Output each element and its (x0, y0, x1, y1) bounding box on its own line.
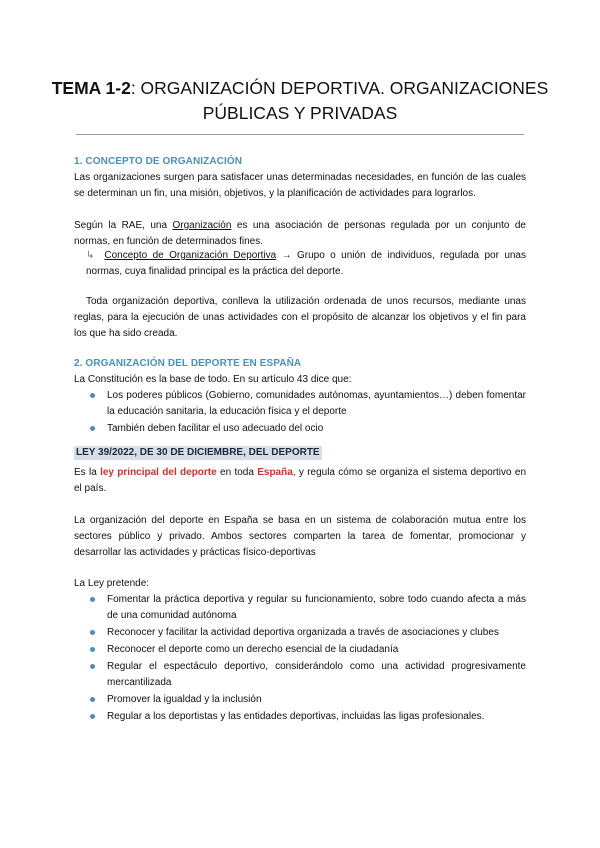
bullet-icon (90, 597, 95, 602)
constitution-line: La Constitución es la base de todo. En su artículo 43 dice que: (74, 374, 352, 385)
sport-org-definition (86, 248, 526, 280)
law-desc-part: en toda (216, 467, 258, 478)
list-item (90, 388, 526, 420)
constitution-list (90, 388, 526, 438)
list-item (90, 709, 526, 725)
section1-heading: 1. CONCEPTO DE ORGANIZACIÓN (74, 156, 243, 167)
law-desc-part: , y regula cómo se organiza el sistema deportivo en el país. (74, 467, 527, 494)
bullet-icon (90, 664, 95, 669)
law-desc-highlight: ley principal del deporte (100, 467, 217, 478)
list-item (90, 642, 526, 658)
sub-arrow-icon: ↳ (86, 250, 95, 261)
law-description (74, 465, 526, 497)
rae-definition (74, 218, 526, 250)
list-item-text: Fomentar la práctica deportiva y regular su funcionamiento, sobre todo cuando afecta a más de una comunidad autónoma (107, 594, 526, 621)
law-title: LEY 39/2022, DE 30 DE DICIEMBRE, DEL DEPORTE (76, 447, 320, 458)
bullet-icon (90, 630, 95, 635)
list-item-text: Regular el espectáculo deportivo, considerándolo como una actividad progresivamente mercantilizada (107, 661, 526, 688)
bullet-icon (90, 697, 95, 702)
list-item (90, 692, 526, 708)
list-item (90, 421, 526, 437)
bullet-icon (90, 714, 95, 719)
law-collaboration: La organización del deporte en España se basa en un sistema de colaboración mutua entre los sectores público y privado. Ambos sectores comparten la tarea de fomentar, promocionar y desarrollar las actividades y prácticas físico-deportivas (74, 515, 526, 558)
rae-term: Organización (172, 220, 232, 231)
rae-after: es una asociación de personas regulada por un conjunto de normas, en función de determinados fines. (74, 220, 526, 247)
list-item-text: Reconocer el deporte como un derecho esencial de la ciudadanía (107, 644, 399, 655)
title-bold: TEMA 1-2 (51, 78, 131, 98)
list-item-text: Promover la igualdad y la inclusión (107, 694, 262, 705)
list-item-text: Los poderes públicos (Gobierno, comunidades autónomas, ayuntamientos…) deben fomentar la educación sanitaria, la educación física y el deporte (107, 390, 526, 417)
bullet-icon (90, 426, 95, 431)
sport-org-after: → Grupo o unión de individuos, regulada por unas normas, cuya finalidad principal es la práctica del deporte. (86, 250, 526, 277)
section1-intro: Las organizaciones surgen para satisfacer unas determinadas necesidades, en función de las cuales se determinan un fin, una misión, objetivos, y la planificación de actividades para lograrlos. (74, 172, 526, 199)
law-desc-highlight: España (257, 467, 293, 478)
rae-before: Según la RAE, una (74, 220, 173, 231)
title-divider (76, 134, 524, 135)
list-item-text: Regular a los deportistas y las entidades deportivas, incluidas las ligas profesionales. (107, 711, 485, 722)
list-item (90, 592, 526, 624)
law-desc-part: Es la (74, 467, 101, 478)
list-item (90, 659, 526, 691)
bullet-icon (90, 647, 95, 652)
title-line2: PÚBLICAS Y PRIVADAS (202, 103, 398, 123)
law-aims-list (90, 592, 526, 726)
list-item (90, 625, 526, 641)
list-item-text: Reconocer y facilitar la actividad deportiva organizada a través de asociaciones y clubes (107, 627, 499, 638)
page-title (40, 76, 560, 126)
bullet-icon (90, 393, 95, 398)
list-item-text: También deben facilitar el uso adecuado del ocio (107, 423, 324, 434)
title-rest: : ORGANIZACIÓN DEPORTIVA. ORGANIZACIONES (130, 78, 549, 98)
law-aims-intro: La Ley pretende: (74, 578, 150, 589)
section1-closing: Toda organización deportiva, conlleva la utilización ordenada de unos recursos, mediante unas reglas, para la ejecución de unas actividades con el propósito de alcanzar los objetivos y el fin para los que ha sido creada. (74, 296, 526, 339)
sport-org-term: Concepto de Organización Deportiva (104, 250, 277, 261)
section2-heading: 2. ORGANIZACIÓN DEL DEPORTE EN ESPAÑA (74, 358, 302, 369)
